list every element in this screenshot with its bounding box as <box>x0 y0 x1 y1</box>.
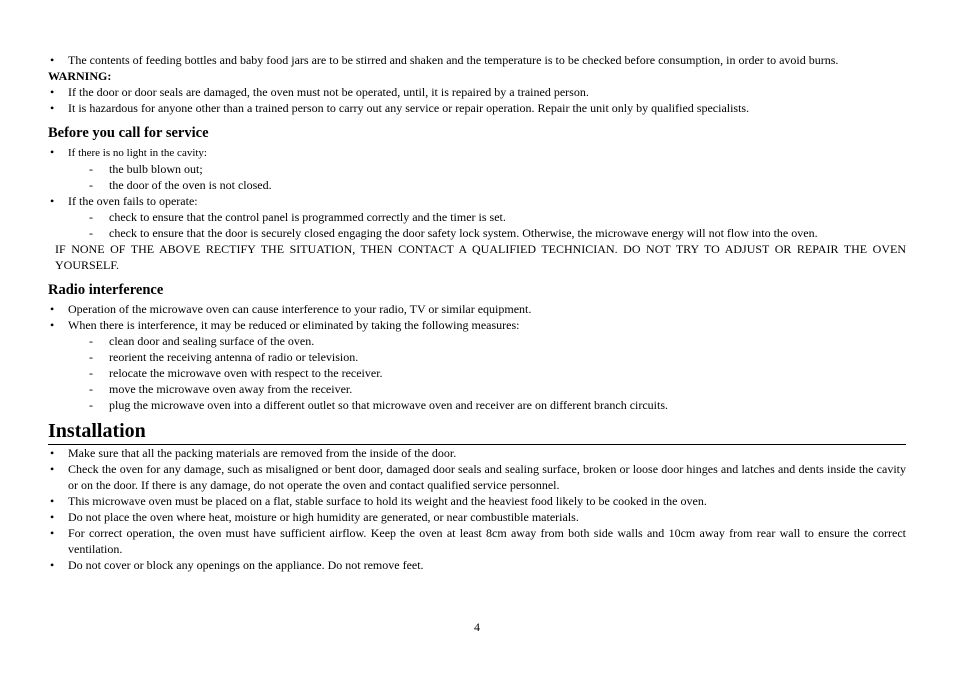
page-content <box>48 52 906 573</box>
list-item <box>48 100 906 116</box>
radio-list <box>48 301 906 333</box>
bullet-icon: • <box>50 53 55 67</box>
list-item-text: It is hazardous for anyone other than a trained person to carry out any service or repair operation. Repair the unit only by qualified specialists. <box>68 101 750 115</box>
measure-item-text: clean door and sealing surface of the oven. <box>109 334 315 348</box>
check-item <box>48 177 906 193</box>
dash-icon: - <box>89 178 93 192</box>
dash-icon: - <box>89 226 93 240</box>
service-list <box>48 144 906 161</box>
bullet-icon: • <box>50 446 55 460</box>
measure-item <box>48 381 906 397</box>
dash-icon: - <box>89 334 93 348</box>
list-item-text: If the door or door seals are damaged, the oven must not be operated, until, it is repaired by a trained person. <box>68 85 589 99</box>
bullet-icon: • <box>50 85 55 99</box>
dash-icon: - <box>89 350 93 364</box>
bullet-icon: • <box>50 558 55 572</box>
fails-checks <box>48 209 906 241</box>
measure-item-text: move the microwave oven away from the receiver. <box>109 382 353 396</box>
check-item <box>48 225 906 241</box>
measure-item <box>48 365 906 381</box>
installation-heading: Installation <box>48 419 906 445</box>
bullet-icon: • <box>50 318 55 332</box>
list-item <box>48 445 906 461</box>
installation-list <box>48 445 906 573</box>
list-item <box>48 493 906 509</box>
measure-item-text: plug the microwave oven into a different outlet so that microwave oven and receiver are on different branch circuits. <box>109 398 669 412</box>
list-item-text: Do not place the oven where heat, moisture or high humidity are generated, or near combustible materials. <box>68 510 579 524</box>
dash-icon: - <box>89 162 93 176</box>
dash-icon: - <box>89 382 93 396</box>
service-heading: Before you call for service <box>48 125 209 141</box>
check-item-text: the door of the oven is not closed. <box>109 178 272 192</box>
list-item <box>48 557 906 573</box>
list-item-text: Do not cover or block any openings on the appliance. Do not remove feet. <box>68 558 424 572</box>
list-item-text: For correct operation, the oven must have sufficient airflow. Keep the oven at least 8cm away from both side walls and 10cm away from rear wall to ensure the correct ventilation. <box>68 526 906 556</box>
list-item <box>48 84 906 100</box>
check-item-text: check to ensure that the door is securely closed engaging the door safety lock system. Otherwise, the microwave energy will not flow into the oven. <box>109 226 818 240</box>
list-item <box>48 193 906 209</box>
bullet-icon: • <box>50 101 55 115</box>
list-item-text: When there is interference, it may be reduced or eliminated by taking the following measures: <box>68 318 520 332</box>
list-item <box>48 509 906 525</box>
bullet-icon: • <box>50 526 55 540</box>
intro-list <box>48 52 906 68</box>
measure-item-text: reorient the receiving antenna of radio or television. <box>109 350 359 364</box>
list-item <box>48 317 906 333</box>
list-item-text: If there is no light in the cavity: <box>68 147 207 159</box>
check-item <box>48 209 906 225</box>
service-list-2 <box>48 193 906 209</box>
list-item-text: This microwave oven must be placed on a flat, stable surface to hold its weight and the heaviest food likely to be cooked in the oven. <box>68 494 707 508</box>
list-item <box>48 301 906 317</box>
list-item-text: Check the oven for any damage, such as misaligned or bent door, damaged door seals and sealing surface, broken or loose door hinges and latches and dents inside the cavity or on the door. If there is any damage, do not operate the oven and contact qualified service personnel. <box>68 462 906 492</box>
list-item <box>48 52 906 68</box>
page-number: 4 <box>474 620 480 634</box>
no-light-checks <box>48 161 906 193</box>
bullet-icon: • <box>50 462 55 476</box>
bullet-icon: • <box>50 510 55 524</box>
list-item <box>48 144 906 161</box>
radio-heading: Radio interference <box>48 282 164 298</box>
check-item <box>48 161 906 177</box>
bullet-icon: • <box>50 194 55 208</box>
dash-icon: - <box>89 366 93 380</box>
list-item-text: The contents of feeding bottles and baby food jars are to be stirred and shaken and the temperature is to be checked before consumption, in order to avoid burns. <box>68 53 839 67</box>
radio-measures <box>48 333 906 413</box>
check-item-text: the bulb blown out; <box>109 162 203 176</box>
list-item-text: If the oven fails to operate: <box>68 194 198 208</box>
warning-list <box>48 84 906 116</box>
dash-icon: - <box>89 398 93 412</box>
check-item-text: check to ensure that the control panel is programmed correctly and the timer is set. <box>109 210 506 224</box>
warning-label: WARNING: <box>48 69 112 83</box>
measure-item <box>48 333 906 349</box>
bullet-icon: • <box>50 145 55 159</box>
measure-item-text: relocate the microwave oven with respect to the receiver. <box>109 366 383 380</box>
list-item-text: Operation of the microwave oven can cause interference to your radio, TV or similar equipment. <box>68 302 532 316</box>
measure-item <box>48 349 906 365</box>
technician-notice: IF NONE OF THE ABOVE RECTIFY THE SITUATION, THEN CONTACT A QUALIFIED TECHNICIAN. DO NOT TRY TO ADJUST OR REPAIR THE OVEN YOURSELF. <box>55 242 906 272</box>
list-item <box>48 525 906 557</box>
bullet-icon: • <box>50 494 55 508</box>
bullet-icon: • <box>50 302 55 316</box>
dash-icon: - <box>89 210 93 224</box>
list-item <box>48 461 906 493</box>
list-item-text: Make sure that all the packing materials are removed from the inside of the door. <box>68 446 457 460</box>
measure-item <box>48 397 906 413</box>
